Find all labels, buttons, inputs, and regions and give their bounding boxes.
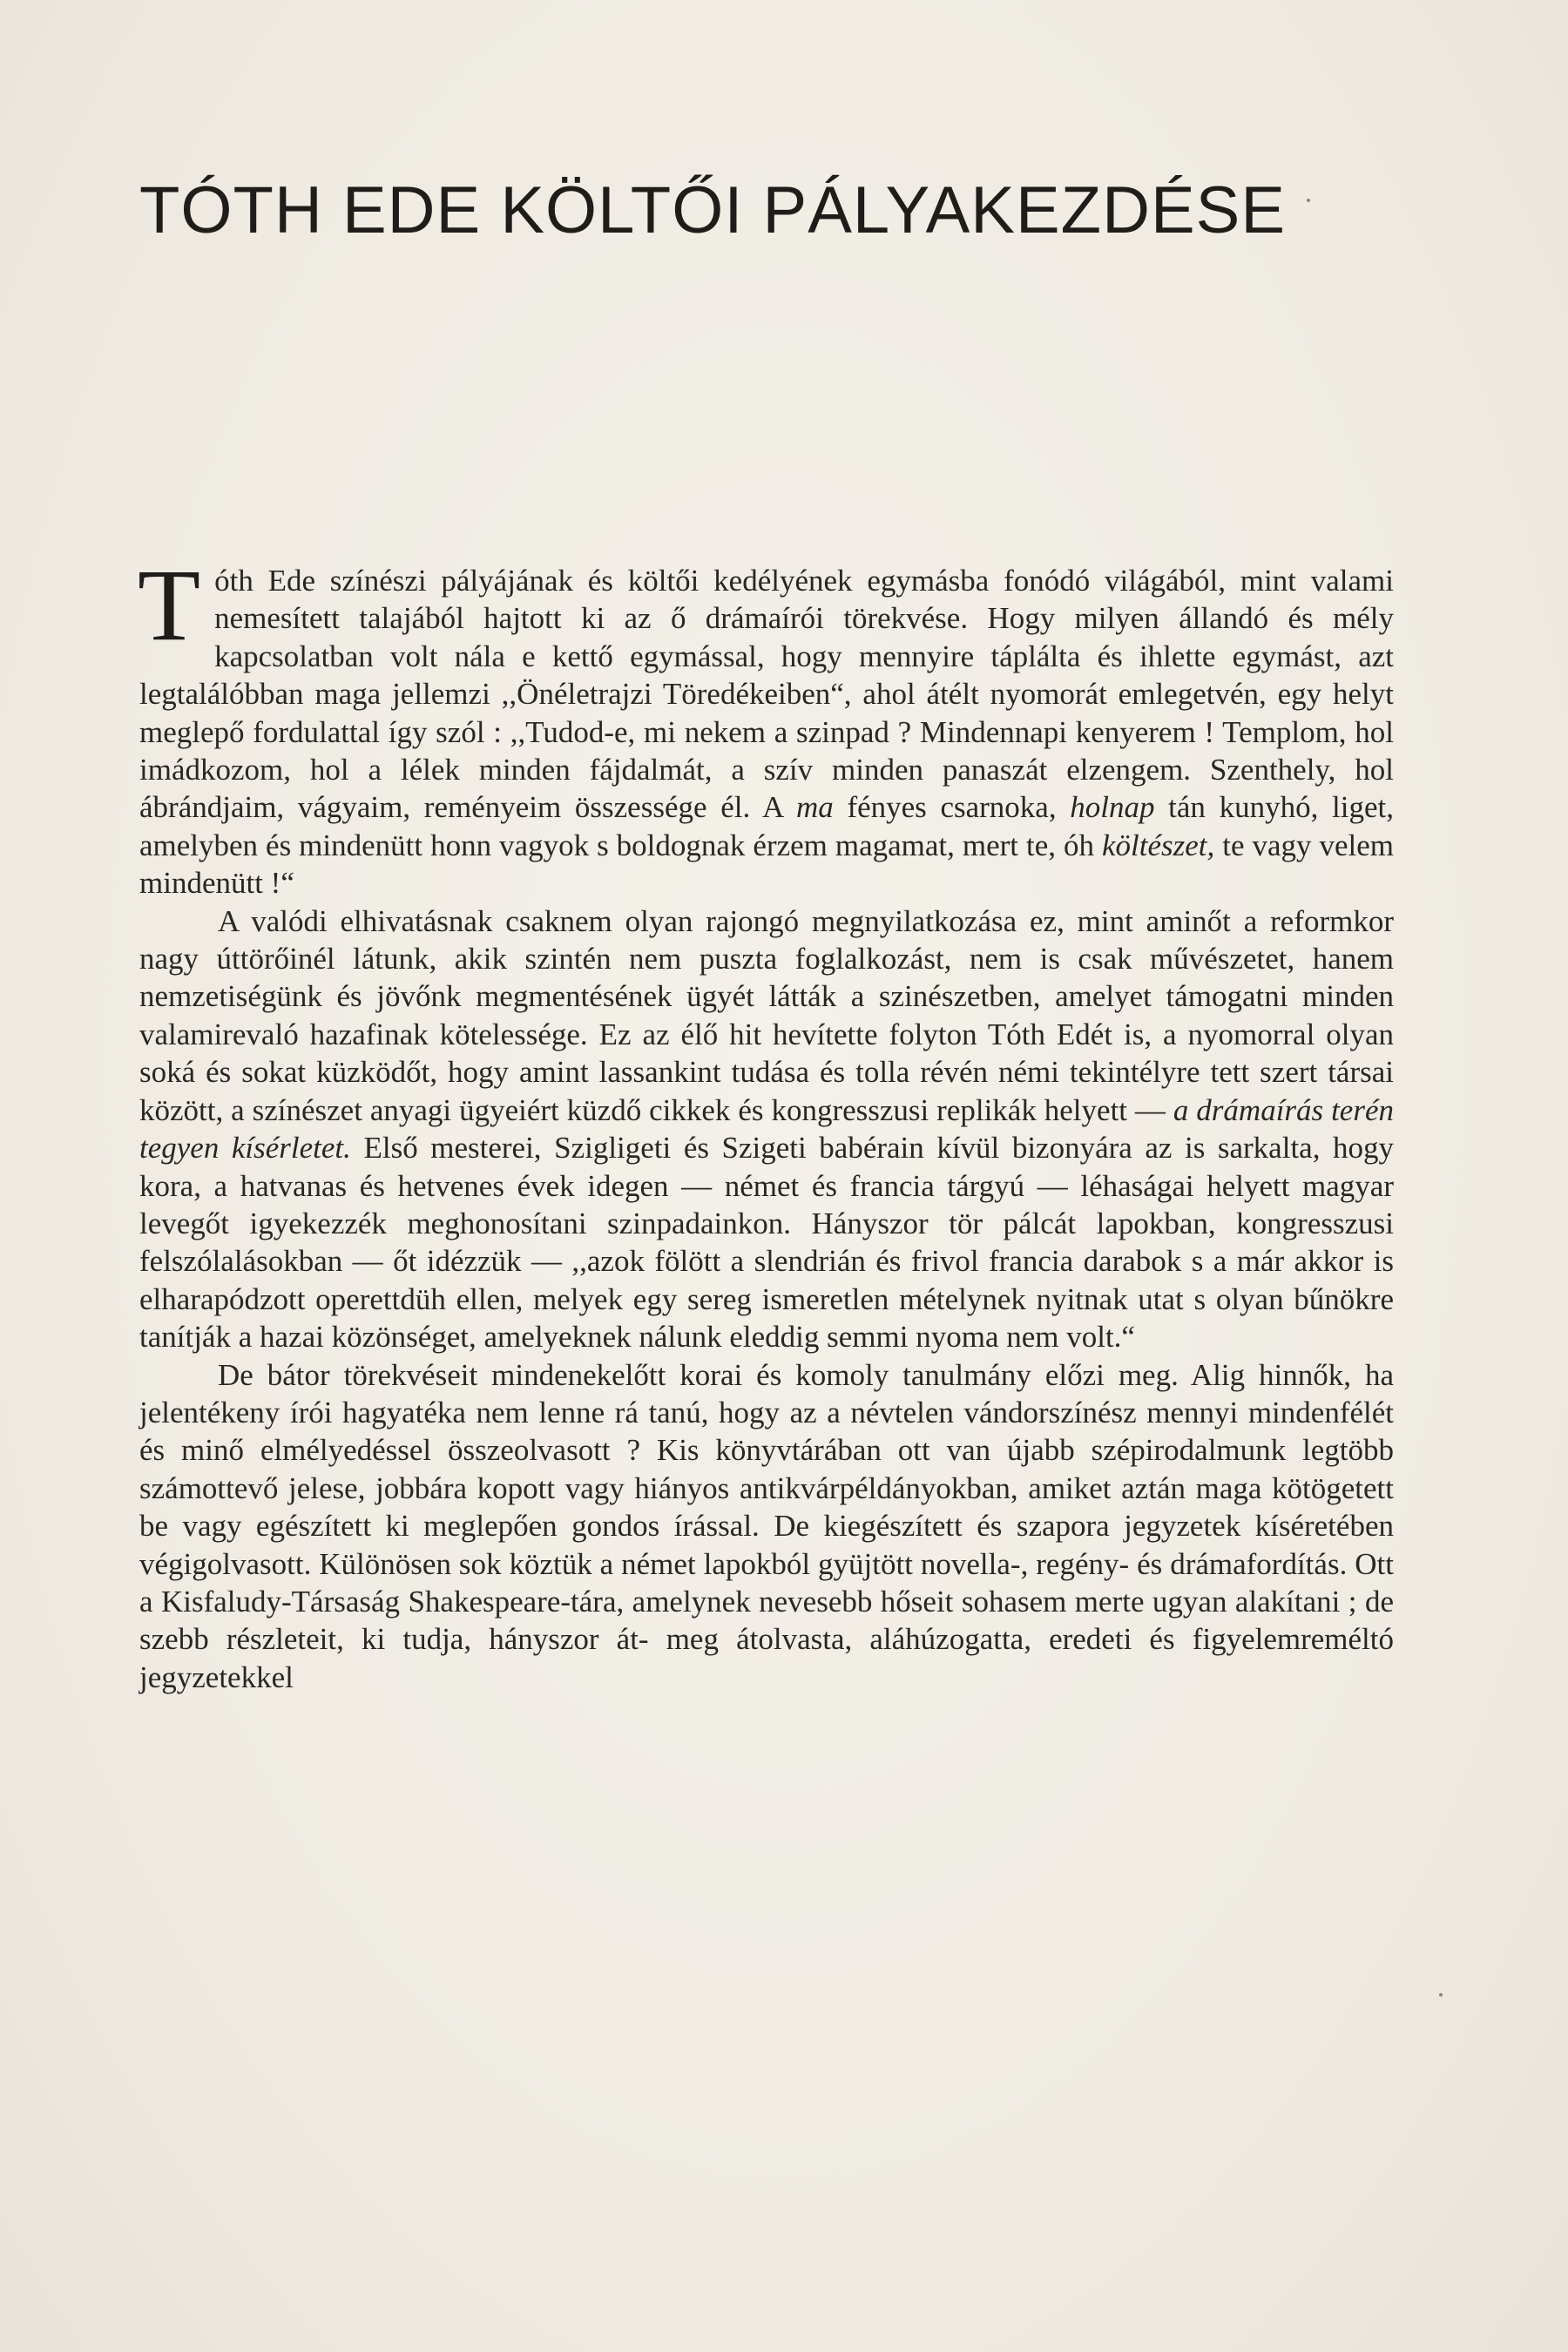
paragraph-1-text-b: fényes csarnoka, <box>833 790 1071 825</box>
paragraph-1-text-c: tán kunyhó, liget, amelyben és mindenütt honn vagyok s boldognak érzem magamat, mert te, óh <box>139 790 1394 862</box>
paragraph-1-text-d: te vagy velem mindenütt !“ <box>139 828 1394 901</box>
article-body <box>138 548 1395 1696</box>
print-speck <box>1439 1993 1443 1997</box>
article-title: TÓTH EDE KÖLTŐI PÁLYAKEZDÉSE <box>139 173 1287 247</box>
print-speck <box>1307 199 1310 202</box>
paragraph-1-emphasis-ma: ma <box>795 790 834 825</box>
paragraph-3 <box>139 1356 1394 1697</box>
paragraph-2 <box>139 902 1394 1356</box>
paragraph-2-text-b: Első mesterei, Szigligeti és Szigeti babérain kívül bizonyára az is sarkalta, hogy kora, a hatvanas és hetvenes évek idegen — német és francia tárgyú — léhaságai helyett magyar levegőt igyekezzék meghonosítani szinpadainkon. Hányszor tör pálcát lapokban, kongresszusi felszólalásokban — őt idézzük — ,,azok fölött a slendrián és frivol francia darabok s a már akkor is elharapódzott operettdüh ellen, melyek egy sereg ismeretlen mételynek nyitnak utat s olyan bűnökre tanítják a hazai közönséget, amelyeknek nálunk eleddig semmi nyoma nem volt.“ <box>139 1131 1395 1355</box>
paragraph-2-emphasis-dramairas: a drámaírás terén tegyen kísérletet. <box>139 1092 1394 1166</box>
paragraph-1 <box>138 548 1394 902</box>
drop-cap: T <box>138 548 201 662</box>
paragraph-2-text-a: A valódi elhivatásnak csaknem olyan rajongó megnyilatkozása ez, mint aminőt a reformkor nagy úttörőinél látunk, akik szintén nem puszta foglalkozást, nem is csak művészetet, hanem nemzetiségünk és jövőnk megmentésének ügyét látták a szinészetben, amelyet támogatni minden valamirevaló hazafinak kötelessége. Ez az élő hit hevítette folyton Tóth Edét is, a nyomorral olyan soká és sokat küzködőt, hogy amint lassankint tudása és tolla révén némi tekintélyre tett szert társai között, a színészet anyagi ügyeiért küzdő cikkek és kongresszusi replikák helyett — <box>139 903 1394 1127</box>
paragraph-1-text-a: óth Ede színészi pályájának és költői kedélyének egymásba fonódó világából, mint valami nemesített talajából hajtott ki az ő drámaírói törekvése. Hogy milyen állandó és mély kapcsolatban volt nála e kettő egymással, hogy mennyire táplálta és ihlette egymást, azt legtalálóbban maga jellemzi ,,Önéletrajzi Töredékeiben“, ahol átélt nyomorát emlegetvén, egy helyt meglepő fordulattal így szól : ,,Tudod-e, mi nekem a szinpad ? Mindennapi kenyerem ! Templom, hol imádkozom, hol a lélek minden fájdalmát, a szív minden panaszát elzengem. Szenthely, hol ábrándjaim, vágyaim, reményeim összessége él. A <box>139 564 1394 825</box>
paragraph-1-emphasis-kolteszet: költészet, <box>1101 828 1215 862</box>
paragraph-3-text-a: De bátor törekvéseit mindenekelőtt korai és komoly tanulmány előzi meg. Alig hinnők, ha jelentékeny írói hagyatéka nem lenne rá tanú, hogy az a névtelen vándorszínész mennyi mindenfélét és minő elmélyedéssel összeolvasott ? Kis könyvtárában ott van újabb szépirodalmunk legtöbb számottevő jelese, jobbára kopott vagy hiányos antikvárpéldányokban, amiket aztán maga kötögetett be vagy egészített ki meglepően gondos írással. De kiegészített és szapora jegyzetek kíséretében végigolvasott. Különösen sok köztük a német lapokból gyüjtött novella-, regény- és drámafordítás. Ott a Kisfaludy-Társaság Shakespeare-tára, amelynek nevesebb hőseit sohasem merte ugyan alakítani ; de szebb részleteit, ki tudja, hányszor át- meg átolvasta, aláhúzogatta, eredeti és figyelemreméltó jegyzetekkel <box>139 1357 1394 1694</box>
paragraph-1-emphasis-holnap: holnap <box>1070 790 1155 825</box>
